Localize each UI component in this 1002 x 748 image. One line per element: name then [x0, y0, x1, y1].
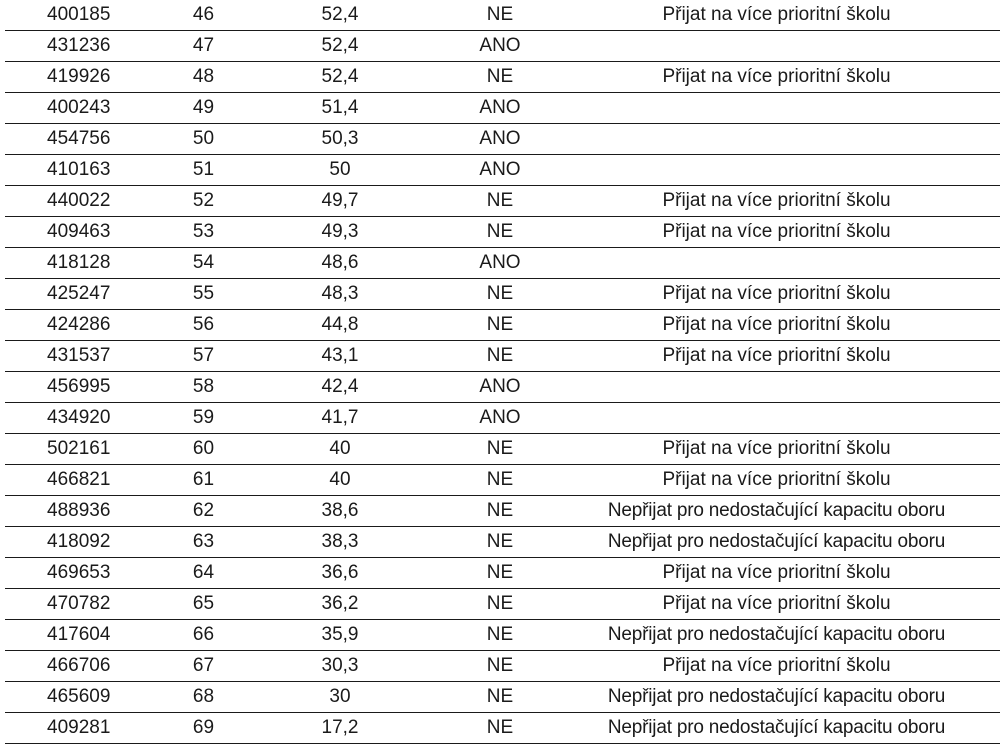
- admitted-cell: NE: [425, 0, 575, 31]
- admitted-cell: NE: [425, 465, 575, 496]
- admitted-cell: NE: [425, 341, 575, 372]
- admitted-cell: NE: [425, 496, 575, 527]
- applicant-id-cell: 418128: [5, 248, 140, 279]
- note-cell: Přijat na více prioritní školu: [575, 279, 1000, 310]
- rank-cell: 67: [140, 651, 255, 682]
- applicant-id-cell: 419926: [5, 62, 140, 93]
- note-cell: [575, 124, 1000, 155]
- rank-cell: 54: [140, 248, 255, 279]
- table-body: [5, 0, 1000, 744]
- rank-cell: 60: [140, 434, 255, 465]
- rank-cell: 51: [140, 155, 255, 186]
- table-row: [5, 0, 1000, 31]
- admitted-cell: NE: [425, 186, 575, 217]
- score-cell: 17,2: [255, 713, 425, 744]
- admitted-cell: NE: [425, 682, 575, 713]
- score-cell: 40: [255, 434, 425, 465]
- applicant-id-cell: 454756: [5, 124, 140, 155]
- note-cell: Nepřijat pro nedostačující kapacitu oboru: [575, 713, 1000, 744]
- rank-cell: 63: [140, 527, 255, 558]
- table-row: [5, 434, 1000, 465]
- score-cell: 30,3: [255, 651, 425, 682]
- applicant-id-cell: 417604: [5, 620, 140, 651]
- applicant-id-cell: 400243: [5, 93, 140, 124]
- rank-cell: 65: [140, 589, 255, 620]
- score-cell: 43,1: [255, 341, 425, 372]
- table-row: [5, 279, 1000, 310]
- note-cell: Přijat na více prioritní školu: [575, 341, 1000, 372]
- note-cell: Přijat na více prioritní školu: [575, 0, 1000, 31]
- score-cell: 40: [255, 465, 425, 496]
- rank-cell: 69: [140, 713, 255, 744]
- admitted-cell: ANO: [425, 403, 575, 434]
- applicant-id-cell: 409281: [5, 713, 140, 744]
- score-cell: 51,4: [255, 93, 425, 124]
- score-cell: 38,6: [255, 496, 425, 527]
- rank-cell: 53: [140, 217, 255, 248]
- admitted-cell: ANO: [425, 31, 575, 62]
- note-cell: [575, 372, 1000, 403]
- applicant-id-cell: 424286: [5, 310, 140, 341]
- rank-cell: 52: [140, 186, 255, 217]
- note-cell: Nepřijat pro nedostačující kapacitu oboru: [575, 682, 1000, 713]
- admitted-cell: NE: [425, 310, 575, 341]
- table-row: [5, 186, 1000, 217]
- note-cell: Přijat na více prioritní školu: [575, 310, 1000, 341]
- admitted-cell: NE: [425, 217, 575, 248]
- rank-cell: 66: [140, 620, 255, 651]
- rank-cell: 68: [140, 682, 255, 713]
- applicant-id-cell: 466706: [5, 651, 140, 682]
- note-cell: [575, 403, 1000, 434]
- admitted-cell: NE: [425, 620, 575, 651]
- table-row: [5, 124, 1000, 155]
- score-cell: 35,9: [255, 620, 425, 651]
- score-cell: 52,4: [255, 0, 425, 31]
- score-cell: 44,8: [255, 310, 425, 341]
- rank-cell: 61: [140, 465, 255, 496]
- applicant-id-cell: 431537: [5, 341, 140, 372]
- applicant-id-cell: 469653: [5, 558, 140, 589]
- note-cell: Přijat na více prioritní školu: [575, 62, 1000, 93]
- admitted-cell: NE: [425, 434, 575, 465]
- applicant-id-cell: 431236: [5, 31, 140, 62]
- rank-cell: 46: [140, 0, 255, 31]
- table-row: [5, 217, 1000, 248]
- applicant-id-cell: 409463: [5, 217, 140, 248]
- note-cell: Nepřijat pro nedostačující kapacitu oboru: [575, 496, 1000, 527]
- note-cell: Nepřijat pro nedostačující kapacitu oboru: [575, 620, 1000, 651]
- rank-cell: 64: [140, 558, 255, 589]
- applicant-id-cell: 488936: [5, 496, 140, 527]
- note-cell: Přijat na více prioritní školu: [575, 186, 1000, 217]
- applicant-id-cell: 470782: [5, 589, 140, 620]
- applicant-id-cell: 465609: [5, 682, 140, 713]
- score-cell: 50: [255, 155, 425, 186]
- rank-cell: 49: [140, 93, 255, 124]
- admitted-cell: ANO: [425, 372, 575, 403]
- score-cell: 52,4: [255, 31, 425, 62]
- rank-cell: 56: [140, 310, 255, 341]
- score-cell: 49,3: [255, 217, 425, 248]
- table-row: [5, 589, 1000, 620]
- admission-results-table: [5, 0, 1000, 744]
- rank-cell: 47: [140, 31, 255, 62]
- table-row: [5, 713, 1000, 744]
- note-cell: [575, 248, 1000, 279]
- rank-cell: 57: [140, 341, 255, 372]
- applicant-id-cell: 456995: [5, 372, 140, 403]
- rank-cell: 59: [140, 403, 255, 434]
- admitted-cell: ANO: [425, 93, 575, 124]
- score-cell: 48,6: [255, 248, 425, 279]
- table-row: [5, 527, 1000, 558]
- note-cell: Přijat na více prioritní školu: [575, 217, 1000, 248]
- score-cell: 36,2: [255, 589, 425, 620]
- table-row: [5, 558, 1000, 589]
- score-cell: 49,7: [255, 186, 425, 217]
- note-cell: Přijat na více prioritní školu: [575, 589, 1000, 620]
- note-cell: [575, 31, 1000, 62]
- admitted-cell: NE: [425, 558, 575, 589]
- results-sheet: [5, 0, 1000, 744]
- note-cell: Přijat na více prioritní školu: [575, 434, 1000, 465]
- admitted-cell: NE: [425, 713, 575, 744]
- table-row: [5, 465, 1000, 496]
- note-cell: [575, 93, 1000, 124]
- admitted-cell: ANO: [425, 124, 575, 155]
- score-cell: 48,3: [255, 279, 425, 310]
- table-row: [5, 155, 1000, 186]
- table-row: [5, 93, 1000, 124]
- note-cell: Nepřijat pro nedostačující kapacitu oboru: [575, 527, 1000, 558]
- admitted-cell: NE: [425, 279, 575, 310]
- rank-cell: 55: [140, 279, 255, 310]
- admitted-cell: NE: [425, 62, 575, 93]
- table-row: [5, 682, 1000, 713]
- admitted-cell: NE: [425, 527, 575, 558]
- score-cell: 41,7: [255, 403, 425, 434]
- score-cell: 30: [255, 682, 425, 713]
- applicant-id-cell: 425247: [5, 279, 140, 310]
- table-row: [5, 403, 1000, 434]
- rank-cell: 58: [140, 372, 255, 403]
- score-cell: 52,4: [255, 62, 425, 93]
- admitted-cell: ANO: [425, 248, 575, 279]
- applicant-id-cell: 400185: [5, 0, 140, 31]
- rank-cell: 50: [140, 124, 255, 155]
- admitted-cell: NE: [425, 651, 575, 682]
- rank-cell: 62: [140, 496, 255, 527]
- table-row: [5, 62, 1000, 93]
- applicant-id-cell: 502161: [5, 434, 140, 465]
- table-row: [5, 620, 1000, 651]
- score-cell: 36,6: [255, 558, 425, 589]
- rank-cell: 48: [140, 62, 255, 93]
- table-row: [5, 248, 1000, 279]
- admitted-cell: NE: [425, 589, 575, 620]
- table-row: [5, 341, 1000, 372]
- table-row: [5, 31, 1000, 62]
- applicant-id-cell: 410163: [5, 155, 140, 186]
- applicant-id-cell: 434920: [5, 403, 140, 434]
- score-cell: 42,4: [255, 372, 425, 403]
- applicant-id-cell: 466821: [5, 465, 140, 496]
- table-row: [5, 372, 1000, 403]
- applicant-id-cell: 418092: [5, 527, 140, 558]
- score-cell: 50,3: [255, 124, 425, 155]
- admitted-cell: ANO: [425, 155, 575, 186]
- note-cell: Přijat na více prioritní školu: [575, 651, 1000, 682]
- score-cell: 38,3: [255, 527, 425, 558]
- note-cell: [575, 155, 1000, 186]
- note-cell: Přijat na více prioritní školu: [575, 558, 1000, 589]
- table-row: [5, 651, 1000, 682]
- table-row: [5, 310, 1000, 341]
- applicant-id-cell: 440022: [5, 186, 140, 217]
- table-row: [5, 496, 1000, 527]
- note-cell: Přijat na více prioritní školu: [575, 465, 1000, 496]
